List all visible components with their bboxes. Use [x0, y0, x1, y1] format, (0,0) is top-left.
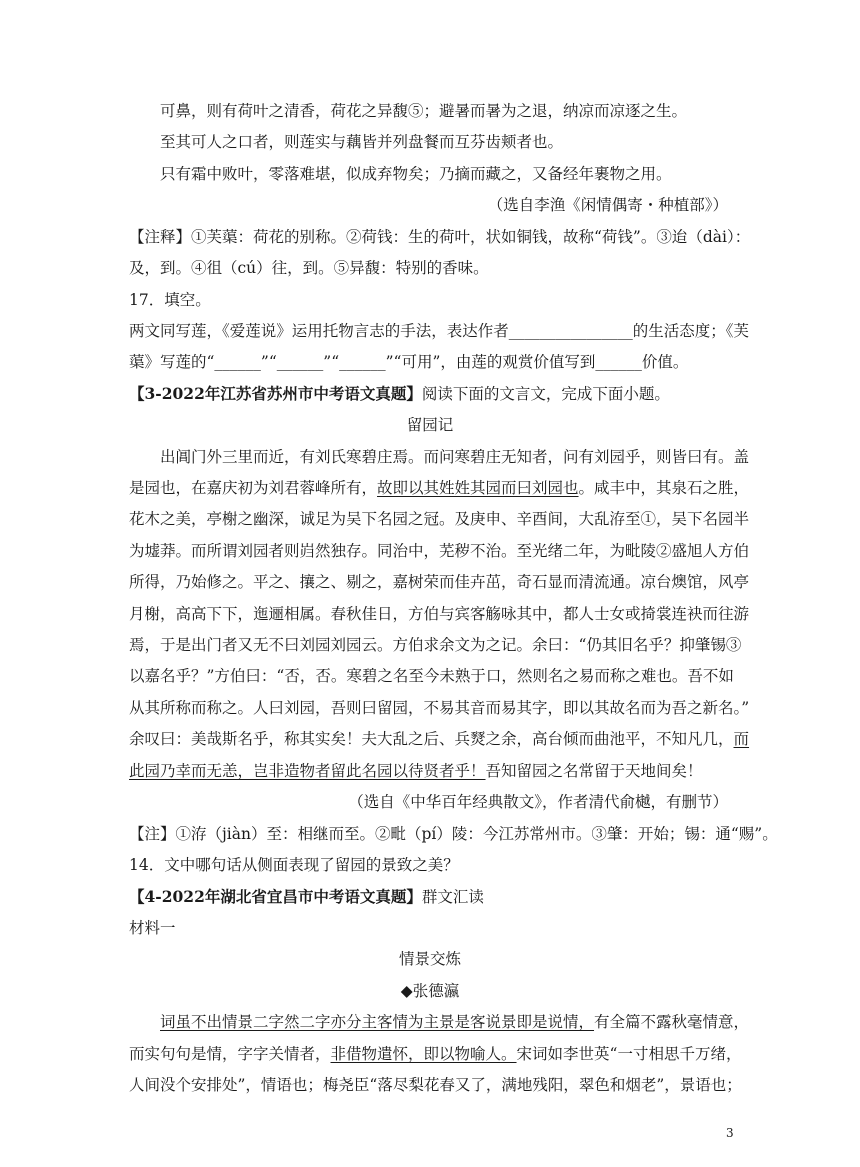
essay-text: 有全篇不露秋毫情意， [594, 1013, 750, 1031]
section-header-3 [129, 383, 670, 405]
source-citation: （选自《中华百年经典散文》，作者清代俞樾，有删节） [348, 793, 728, 811]
essay-line [160, 1011, 749, 1033]
essay-line: 从其所称而称之。人曰刘园，吾则曰留园，不易其音而易其字，即以其故名而为吾之新名。” [129, 699, 750, 717]
question-14: 14．文中哪句话从侧面表现了留园的景致之美？ [129, 856, 459, 874]
underlined-sentence: 此园乃幸而无恙，岂非造物者留此名园以待贤者乎！ [129, 762, 486, 780]
section-source: 【4-2022年湖北省宜昌市中考语文真题】 [129, 887, 422, 906]
section-source: 【3-2022年江苏省苏州市中考语文真题】 [129, 384, 422, 403]
essay-title: 情景交炼 [398, 950, 461, 968]
essay-line [129, 728, 749, 750]
essay-text: 。咸丰中，其泉石之胜， [578, 479, 750, 497]
essay-line: 出阊门外三里而近，有刘氏寒碧庄焉。而问寒碧庄无知者，问有刘园乎，则皆曰有。盖 [160, 448, 750, 466]
essay-line: 所得，乃始修之。平之、攘之、剔之，嘉树荣而佳卉茁，奇石显而清流通。凉台燠馆，风亭 [129, 573, 750, 591]
essay-text: 吾知留园之名常留于天地间矣！ [485, 762, 703, 780]
text-line: 至其可人之口者，则莲实与藕皆并列盘餐而互芬齿颊者也。 [160, 133, 564, 151]
essay-line: 人间没个安排处”，情语也；梅尧臣“落尽梨花春又了，满地残阳，翠色和烟老”，景语也； [129, 1076, 742, 1094]
annotation-line: 及，到。④徂（cú）往，到。⑤异馥：特别的香味。 [129, 259, 489, 277]
essay-line: 月榭，高高下下，迤逦相属。春秋佳日，方伯与宾客觞咏其中，都人士女或掎裳连袂而往游 [129, 605, 750, 623]
underlined-sentence: 词虽不出情景二字然二字亦分主客情为主景是客说景即是说情， [160, 1013, 595, 1031]
essay-title: 留园记 [406, 416, 454, 434]
text-line: 可鼻，则有荷叶之清香，荷花之异馥⑤；避暑而暑为之退，纳凉而凉逐之生。 [160, 102, 688, 120]
annotation-line: 【注】①洊（jiàn）至：相继而至。②毗（pí）陵：今江苏常州市。③肇：开始；锡：通“赐”。 [129, 825, 778, 843]
essay-line [129, 1043, 741, 1065]
underlined-sentence: 非借物遣怀，即以物喻人。 [330, 1045, 517, 1063]
question-17-text: 蕖》写莲的“______”“______”“______”“可用”，由莲的观赏价值写到______价值。 [129, 353, 689, 371]
essay-line [129, 477, 749, 499]
essay-text: 余叹曰：美哉斯名乎，称其实矣！夫大乱之后、兵燹之余，高台倾而曲池平，不知凡几， [129, 730, 734, 748]
essay-text: 宋词如李世英“一寸相思千万绪， [516, 1045, 742, 1063]
section-header-4 [129, 886, 484, 908]
essay-author: ◆张德瀛 [400, 982, 460, 1000]
underlined-sentence: 故即以其姓姓其园而曰刘园也 [377, 479, 579, 497]
page-number: 3 [726, 1126, 734, 1140]
essay-text: 是园也，在嘉庆初为刘君蓉峰所有， [129, 479, 378, 497]
essay-line [129, 760, 703, 782]
source-citation: （选自李渔《闲情偶寄・种植部》） [487, 196, 728, 214]
essay-text: 而实句句是情，字字关情者， [129, 1045, 331, 1063]
question-17-text: 两文同写莲，《爱莲说》运用托物言志的手法，表达作者________________的生活态度；《芙 [129, 322, 750, 340]
section-instruction: 群文汇读 [421, 888, 484, 906]
essay-line: 为墟莽。而所谓刘园者则岿然独存。同治中，芜秽不治。至光绪二年，为毗陵②盛旭人方伯 [129, 542, 750, 560]
essay-line: 以嘉名乎？”方伯曰：“否，否。寒碧之名至今未熟于口，然则名之易而称之难也。吾不如 [129, 667, 734, 685]
essay-line: 花木之美，亭榭之幽深，诚足为吴下名园之冠。及庚申、辛酉间，大乱洊至①，吴下名园半 [129, 510, 750, 528]
question-17: 17．填空。 [129, 291, 211, 309]
essay-line: 焉，于是出门者又无不曰刘园刘园云。方伯求余文为之记。余曰：“仍其旧名乎？抑肇锡③ [129, 636, 742, 654]
material-label: 材料一 [129, 919, 176, 937]
section-instruction: 阅读下面的文言文，完成下面小题。 [421, 385, 670, 403]
underlined-sentence: 而 [733, 730, 750, 748]
annotation-line: 【注释】①芙蕖：荷花的别称。②荷钱：生的荷叶，状如铜钱，故称“荷钱”。③迨（dài）： [129, 228, 751, 246]
text-line: 只有霜中败叶，零落难堪，似成弃物矣；乃摘而藏之，又备经年裹物之用。 [160, 165, 672, 183]
